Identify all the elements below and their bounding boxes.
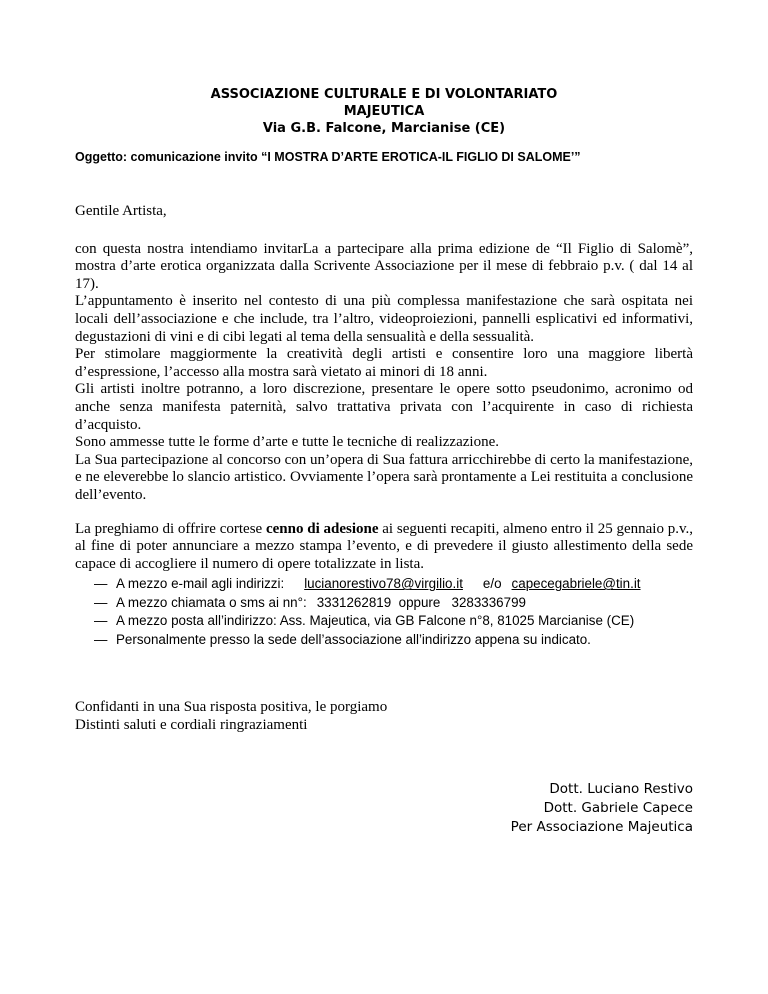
closing-line: Confidanti in una Sua risposta positiva, le porgiamo: [75, 699, 388, 716]
closing-line: Distinti saluti e cordiali ringraziamenti: [75, 716, 308, 733]
phone-separator: oppure: [398, 594, 441, 610]
list-item-post: [94, 612, 693, 631]
paragraph: L’appuntamento è inserito nel contesto di una più complessa manifestazione che sarà ospitata nei locali dell’associazione e che include, tra l’altro, videoproiezioni, pannelli esplicativi ed informativi, degustazioni di vini e di cibi legati al tema della sensualità e della sessualità.: [75, 293, 693, 345]
dash-bullet: —: [94, 576, 108, 592]
paragraph: con questa nostra intendiamo invitarLa a partecipare alla prima edizione de “Il Figlio di Salomè”, mostra d’arte erotica organizzata dalla Scrivente Associazione per il mese di febbraio p.v. ( dal 14 al 17).: [75, 240, 693, 292]
paragraph: Per stimolare maggiormente la creatività degli artisti e consentire loro una maggiore libertà d’espressione, l’accesso alla mostra sarà vietato ai minori di 18 anni.: [75, 346, 693, 380]
dash-bullet: —: [94, 613, 108, 629]
phone-number: 3331262819: [316, 594, 392, 610]
signatory-name: Dott. Gabriele Capece: [543, 800, 693, 817]
email-link-capece[interactable]: capecegabriele@tin.it: [511, 576, 641, 592]
list-item-phone: [94, 594, 693, 613]
subject-line: Oggetto: comunicazione invito “I MOSTRA D’ARTE EROTICA-IL FIGLIO DI SALOME’”: [75, 150, 581, 164]
letterhead: [0, 86, 768, 137]
phone-label: A mezzo chiamata o sms ai nn°:: [116, 594, 307, 610]
letter-content: [75, 203, 693, 837]
signature-block: [75, 780, 693, 837]
association-short-name: MAJEUTICA: [343, 104, 425, 119]
signatory-name: Dott. Luciano Restivo: [549, 781, 693, 798]
association-name: ASSOCIAZIONE CULTURALE E DI VOLONTARIATO: [210, 87, 558, 102]
in-person-text: Personalmente presso la sede dell’associazione all’indirizzo appena su indicato.: [116, 631, 591, 647]
list-item-email: [94, 575, 693, 594]
contact-list: [75, 575, 693, 649]
post-text: A mezzo posta all’indirizzo: Ass. Majeutica, via GB Falcone n°8, 81025 Marcianise (CE): [116, 613, 635, 629]
signatory-org: Per Associazione Majeutica: [510, 819, 693, 836]
dash-bullet: —: [94, 631, 108, 647]
paragraph: Gli artisti inoltre potranno, a loro discrezione, presentare le opere sotto pseudonimo, acronimo od anche senza manifesta paternità, salvo trattativa privata con l’acquirente in caso di richiesta d’acquisto.: [75, 381, 693, 433]
dash-bullet: —: [94, 594, 108, 610]
list-item-in-person: [94, 631, 693, 650]
request-text: La preghiamo di offrire cortese: [75, 520, 266, 537]
request-text: ai seguenti recapiti, almeno entro il 25 gennaio p.v., al fine di poter annunciare a mezzo stampa l’evento, e di prevedere il giusto allestimento della sede capace di accogliere il numero di opere totalizzate in lista.: [75, 520, 693, 572]
email-separator: e/o: [482, 576, 502, 592]
phone-number: 3283336799: [451, 594, 526, 610]
closing: [75, 699, 693, 734]
association-address: Via G.B. Falcone, Marcianise (CE): [262, 121, 506, 136]
request-paragraph: [75, 521, 693, 574]
email-label: A mezzo e-mail agli indirizzi:: [116, 576, 285, 592]
letter-body: [75, 241, 693, 505]
request-emphasis: cenno di adesione: [265, 520, 379, 537]
paragraph: Sono ammesse tutte le forme d’arte e tutte le tecniche di realizzazione.: [75, 434, 499, 451]
paragraph: La Sua partecipazione al concorso con un’opera di Sua fattura arricchirebbe di certo la manifestazione, e ne eleverebbe lo slancio artistico. Ovviamente l’opera sarà prontamente a Lei restituita a conclusione dell’evento.: [75, 451, 693, 503]
greeting: Gentile Artista,: [75, 203, 167, 219]
email-link-restivo[interactable]: lucianorestivo78@virgilio.it: [304, 576, 463, 592]
